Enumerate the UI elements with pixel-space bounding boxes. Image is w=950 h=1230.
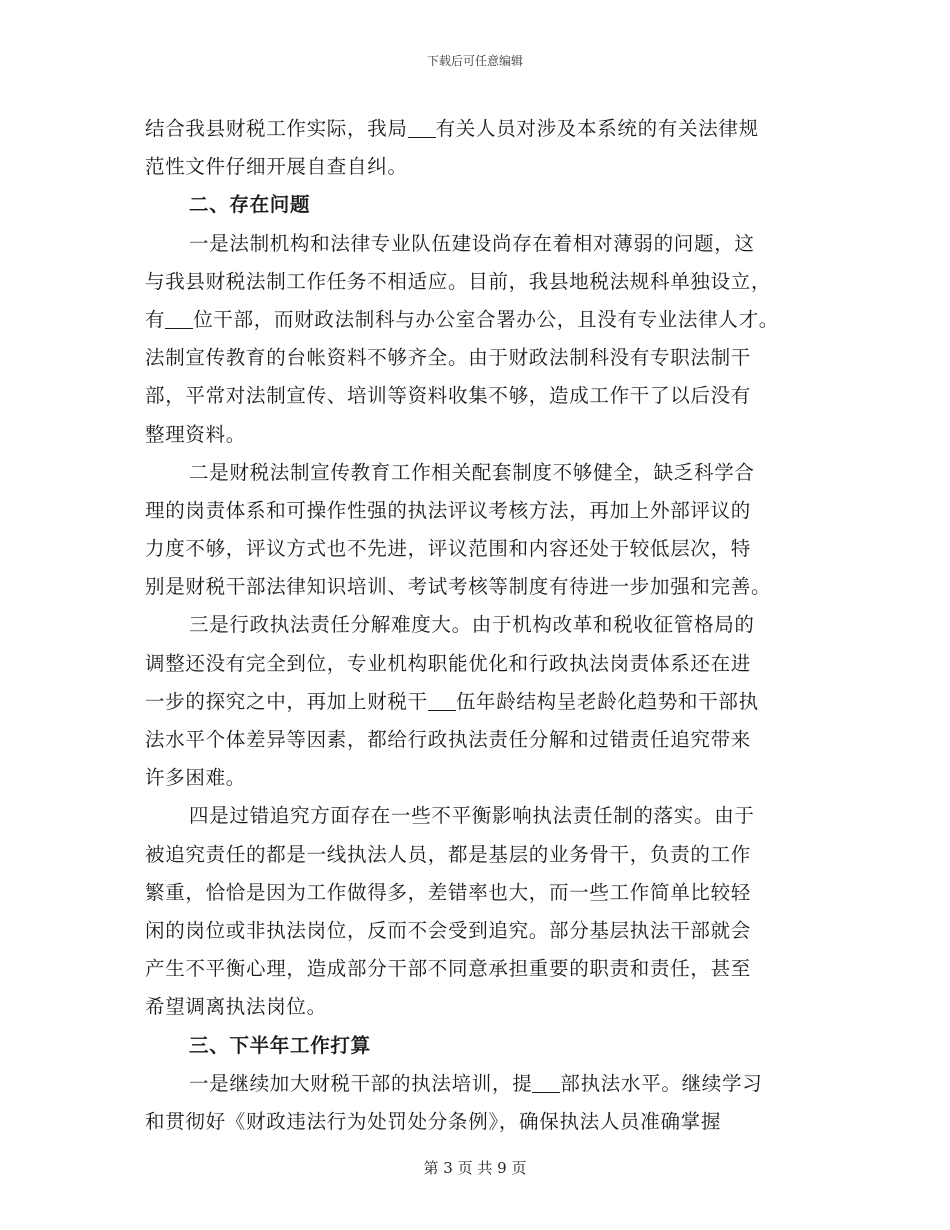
paragraph-line: 力度不够，评议方式也不先进，评议范围和内容还处于较低层次，特 [145,537,752,561]
paragraph-line: 整理资料。 [145,422,247,446]
paragraph-line: 结合我县财税工作实际，我局 有关人员对涉及本系统的有关法律规 [145,117,759,140]
paragraph-line: 希望调离执法岗位。 [145,995,327,1019]
paragraph-line: 被追究责任的都是一线执法人员，都是基层的业务骨干，负责的工作 [145,842,752,866]
paragraph-line: 许多困难。 [145,766,247,790]
paragraph-line: 部，平常对法制宣传、培训等资料收集不够，造成工作干了以后没有 [145,384,752,408]
paragraph-line: 法制宣传教育的台帐资料不够齐全。由于财政法制科没有专职法制干 [145,346,752,370]
paragraph-line: 范性文件仔细开展自查自纠。 [145,155,408,179]
paragraph-line: 别是财税干部法律知识培训、考试考核等制度有待进一步加强和完善。 [145,575,772,599]
page-number: 第 3 页 共 9 页 [423,1159,527,1177]
paragraph-line: 二是财税法制宣传教育工作相关配套制度不够健全，缺乏科学合 [189,460,755,484]
paragraph-line: 四是过错追究方面存在一些不平衡影响执法责任制的落实。由于 [189,804,755,828]
paragraph-line: 和贯彻好《财政违法行为处罚处分条例》，确保执法人员准确掌握 [145,1109,722,1133]
paragraph-line: 调整还没有完全到位，专业机构职能优化和行政执法岗责体系还在进 [145,651,752,675]
fill-in-blank [428,690,456,711]
paragraph-line: 一是继续加大财税干部的执法培训，提 部执法水平。继续学习 [189,1071,763,1095]
paragraph-line: 法水平个体差异等因素，都给行政执法责任分解和过错责任追究带来 [145,728,752,751]
section-heading: 二、存在问题 [189,193,311,217]
paragraph-line: 理的岗责体系和可操作性强的执法评议考核方法，再加上外部评议的 [145,498,752,522]
document-body [145,110,825,1141]
paragraph-line: 有 位干部，而财政法制科与办公室合署办公，且没有专业法律人才。 [145,307,780,331]
paragraph-line: 闲的岗位或非执法岗位，反而不会受到追究。部分基层执法干部就会 [145,918,752,942]
paragraph-line: 产生不平衡心理，造成部分干部不同意承担重要的职责和责任，甚至 [145,957,752,981]
fill-in-blank [165,308,193,329]
paragraph-line: 繁重，恰恰是因为工作做得多，差错率也大，而一些工作简单比较轻 [145,880,752,904]
header-text: 下载后可任意编辑 [426,54,523,68]
fill-in-blank [408,118,436,139]
page-footer [0,1157,950,1178]
paragraph-line: 三是行政执法责任分解难度大。由于机构改革和税收征管格局的 [189,613,755,637]
fill-in-blank [532,1072,560,1093]
paragraph-line: 一步的探究之中，再加上财税干 伍年龄结构呈老龄化趋势和干部执 [145,689,759,713]
section-heading: 三、下半年工作打算 [189,1033,371,1057]
paragraph-line: 一是法制机构和法律专业队伍建设尚存在着相对薄弱的问题，这 [189,231,755,255]
page-header [0,52,950,69]
paragraph-line: 与我县财税法制工作任务不相适应。目前，我县地税法规科单独设立， [145,269,772,293]
